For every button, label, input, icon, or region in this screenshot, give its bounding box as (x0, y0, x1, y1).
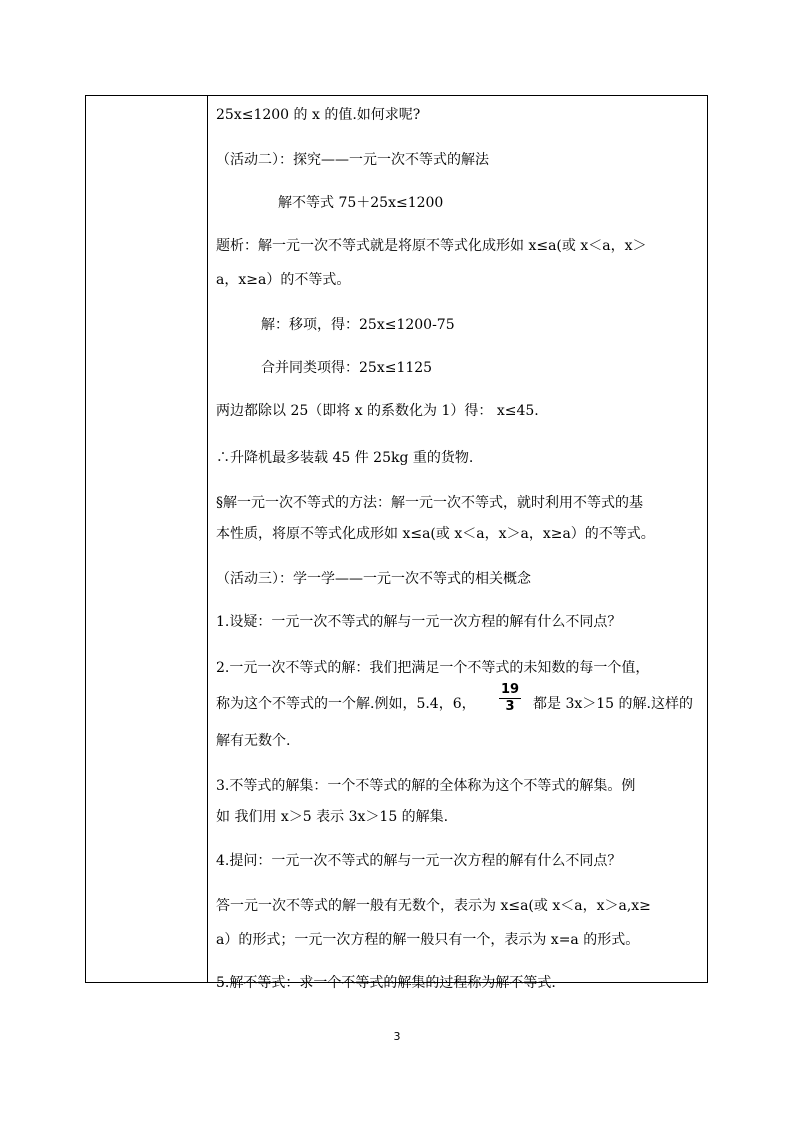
column-divider (207, 96, 208, 982)
list-item-continuation: 都是 3x＞15 的解.这样的 (533, 696, 693, 712)
list-item-continuation: 解有无数个. (216, 733, 291, 749)
list-item-continuation: 如 我们用 x＞5 表示 3x＞15 的解集. (216, 809, 449, 825)
method-text: §解一元一次不等式的方法：解一元一次不等式，就时利用不等式的基 (216, 495, 643, 511)
fraction (499, 683, 521, 714)
solution-step: 解：移项，得：25x≤1200-75 (261, 317, 455, 333)
activity-two-heading: （活动二）：探究——一元一次不等式的解法 (216, 152, 489, 168)
solution-step: 两边都除以 25（即将 x 的系数化为 1）得： x≤45. (216, 403, 539, 419)
fraction-numerator: 19 (501, 682, 520, 697)
text-line: 25x≤1200 的 x 的值.如何求呢? (216, 107, 421, 123)
list-item: 1.设疑：一元一次不等式的解与一元一次方程的解有什么不同点？ (216, 614, 622, 630)
fraction-denominator: 3 (505, 699, 515, 714)
problem-statement: 解不等式 75＋25x≤1200 (278, 195, 444, 211)
list-item: 5.解不等式：求一个不等式的解集的过程称为解不等式. (216, 975, 556, 991)
list-item: 2.一元一次不等式的解：我们把满足一个不等式的未知数的每一个值， (216, 660, 650, 676)
solution-step: 合并同类项得：25x≤1125 (261, 360, 433, 376)
list-item: 4.提问：一元一次不等式的解与一元一次方程的解有什么不同点？ (216, 853, 622, 869)
activity-three-heading: （活动三）：学一学——一元一次不等式的相关概念 (216, 571, 531, 587)
lesson-table (85, 95, 708, 991)
text-line: a，x≥a）的不等式。 (216, 272, 351, 288)
conclusion: ∴升降机最多装载 45 件 25kg 重的货物. (216, 450, 474, 466)
list-item: 3.不等式的解集：一个不等式的解的全体称为这个不等式的解集。例 (216, 778, 636, 794)
method-text: 本性质，将原不等式化成形如 x≤a(或 x＜a，x＞a，x≥a）的不等式。 (216, 526, 655, 542)
answer-text: 答一元一次不等式的解一般有无数个，表示为 x≤a(或 x＜a，x＞a,x≥ (216, 898, 651, 914)
page-number: 3 (393, 1030, 401, 1043)
list-item-continuation: 称为这个不等式的一个解.例如，5.4，6， (216, 696, 476, 712)
answer-text: a）的形式；一元一次方程的解一般只有一个，表示为 x=a 的形式。 (216, 932, 640, 948)
text-line: 题析：解一元一次不等式就是将原不等式化成形如 x≤a(或 x＜a，x＞ (216, 238, 647, 254)
